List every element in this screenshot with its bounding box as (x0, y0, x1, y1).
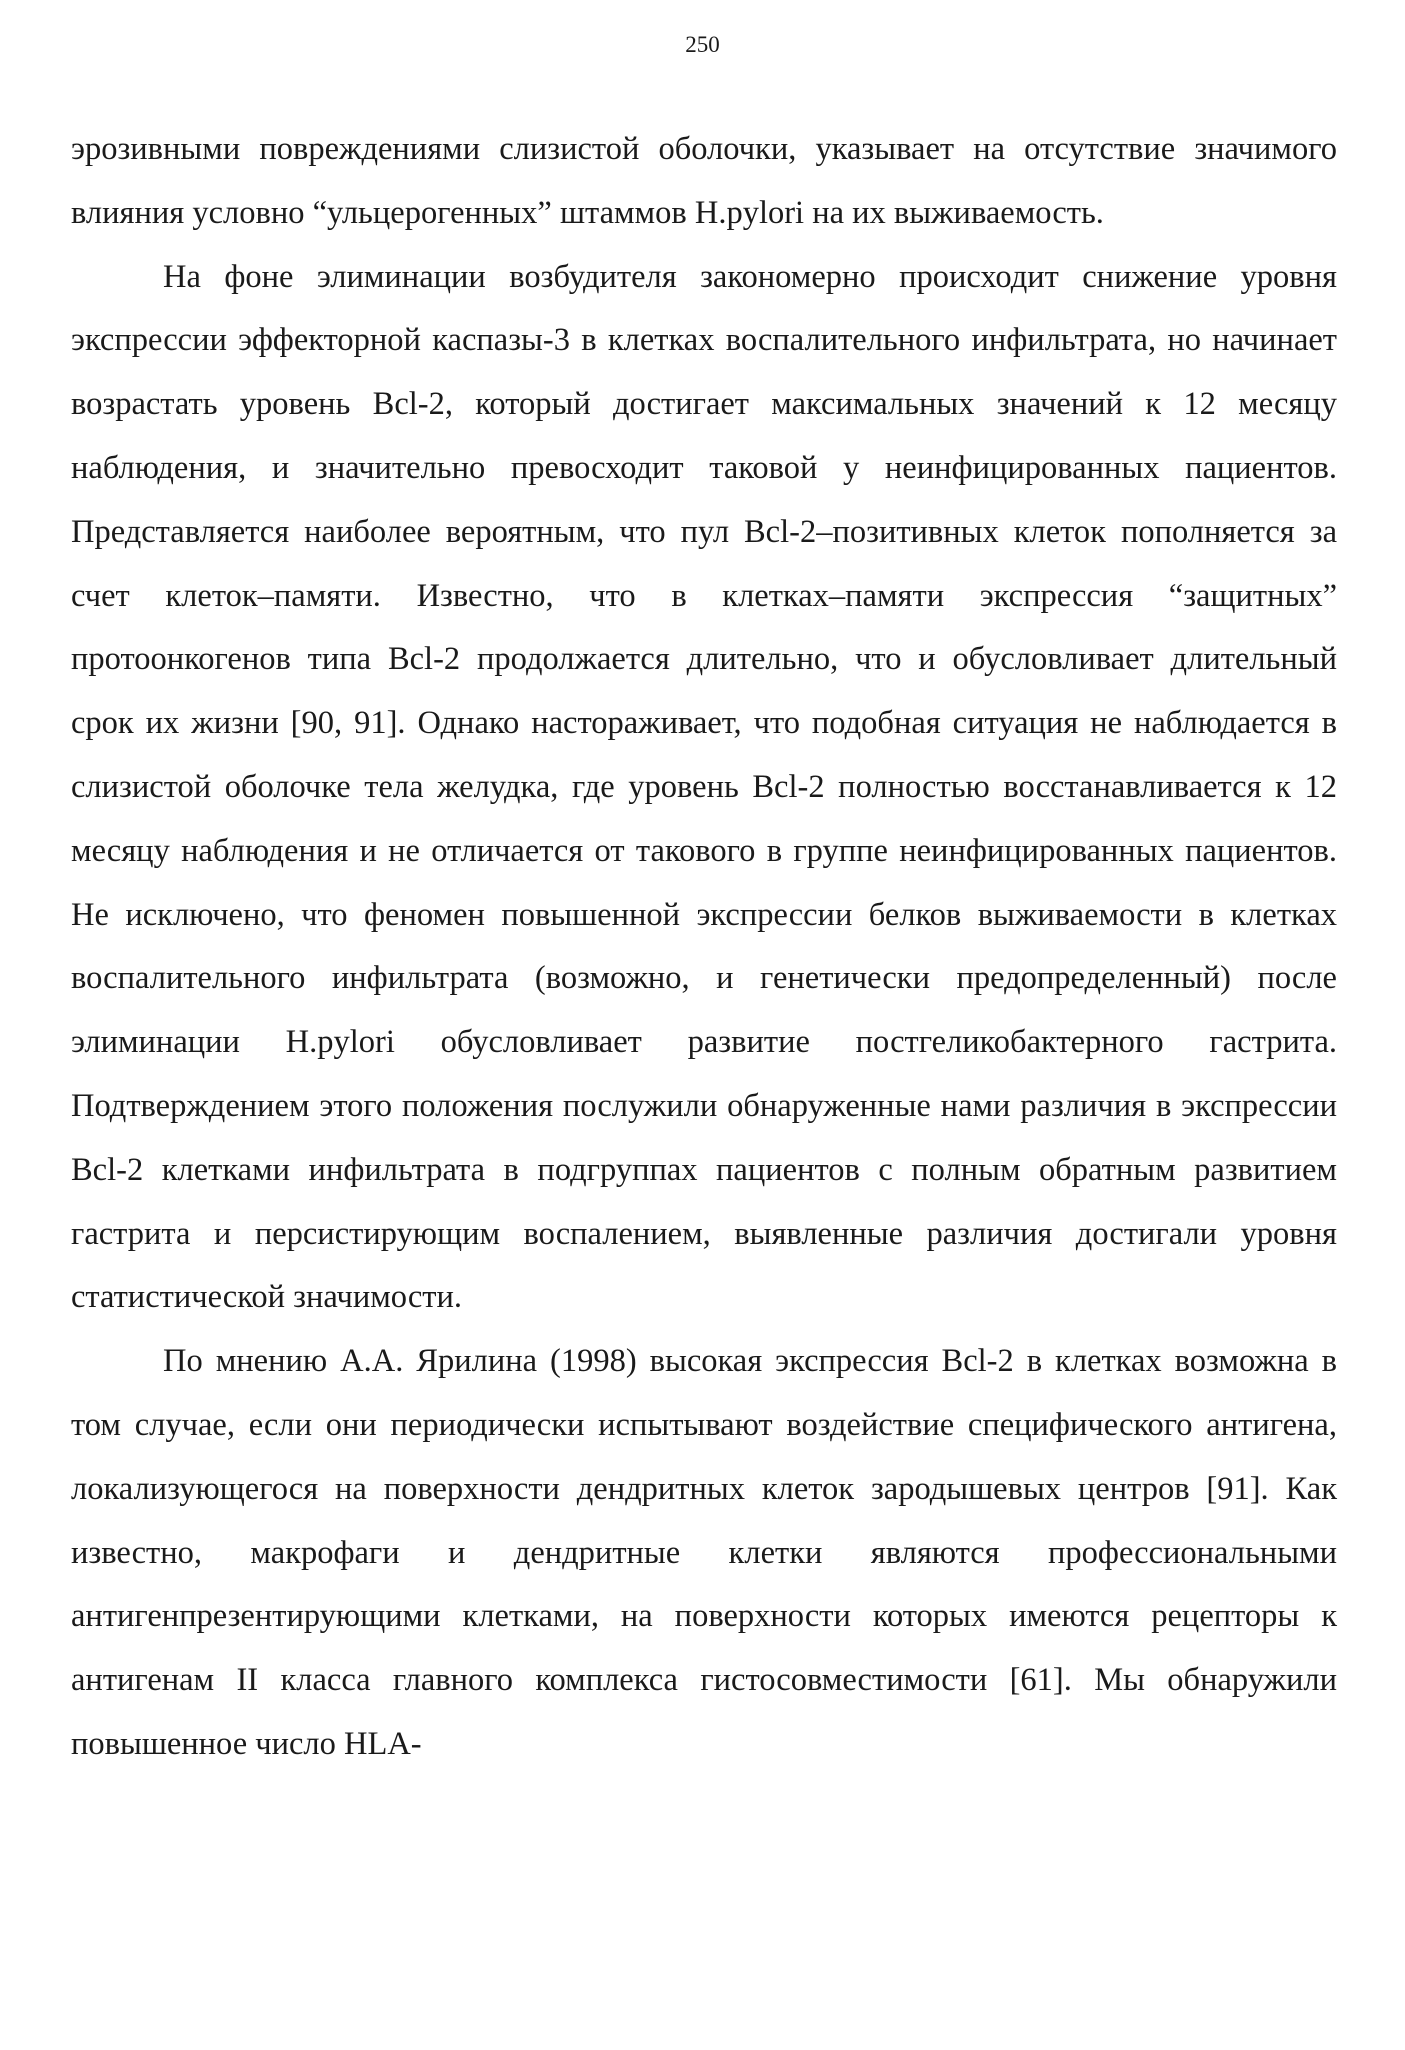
paragraph-3: По мнению А.А. Ярилина (1998) высокая экспрессия Bcl-2 в клетках возможна в том случае, если они периодически испытывают воздействие специфического антигена, локализующегося на поверхности дендритных клеток зародышевых центров [91]. Как известно, макрофаги и дендритные клетки являются профессиональными антигенпрезентирующими клетками, на поверхности которых имеются рецепторы к антигенам II класса главного комплекса гистосовместимости [61]. Мы обнаружили повышенное число HLA- (71, 1343, 1337, 1762)
page-number: 250 (685, 32, 720, 57)
paragraph-2: На фоне элиминации возбудителя закономерно происходит снижение уровня экспрессии эффекторной каспазы-3 в клетках воспалительного инфильтрата, но начинает возрастать уровень Bcl-2, который достигает максимальных значений к 12 месяцу наблюдения, и значительно превосходит таковой у неинфицированных пациентов. Представляется наиболее вероятным, что пул Bcl-2–позитивных клеток пополняется за счет клеток–памяти. Известно, что в клетках–памяти экспрессия “защитных” протоонкогенов типа Bcl-2 продолжается длительно, что и обусловливает длительный срок их жизни [90, 91]. Однако настораживает, что подобная ситуация не наблюдается в слизистой оболочке тела желудка, где уровень Bcl-2 полностью восстанавливается к 12 месяцу наблюдения и не отличается от такового в группе неинфицированных пациентов. Не исключено, что феномен повышенной экспрессии белков выживаемости в клетках воспалительного инфильтрата (возможно, и генетически предопределенный) после элиминации H.pylori обусловливает развитие постгеликобактерного гастрита. Подтверждением этого положения послужили обнаруженные нами различия в экспрессии Bcl-2 клетками инфильтрата в подгруппах пациентов с полным обратным развитием гастрита и персистирующим воспалением, выявленные различия достигали уровня статистической значимости. (71, 258, 1337, 1316)
document-body (71, 118, 1337, 1777)
paragraph-1: эрозивными повреждениями слизистой оболочки, указывает на отсутствие значимого влияния условно “ульцерогенных” штаммов H.pylori на их выживаемость. (71, 131, 1337, 231)
